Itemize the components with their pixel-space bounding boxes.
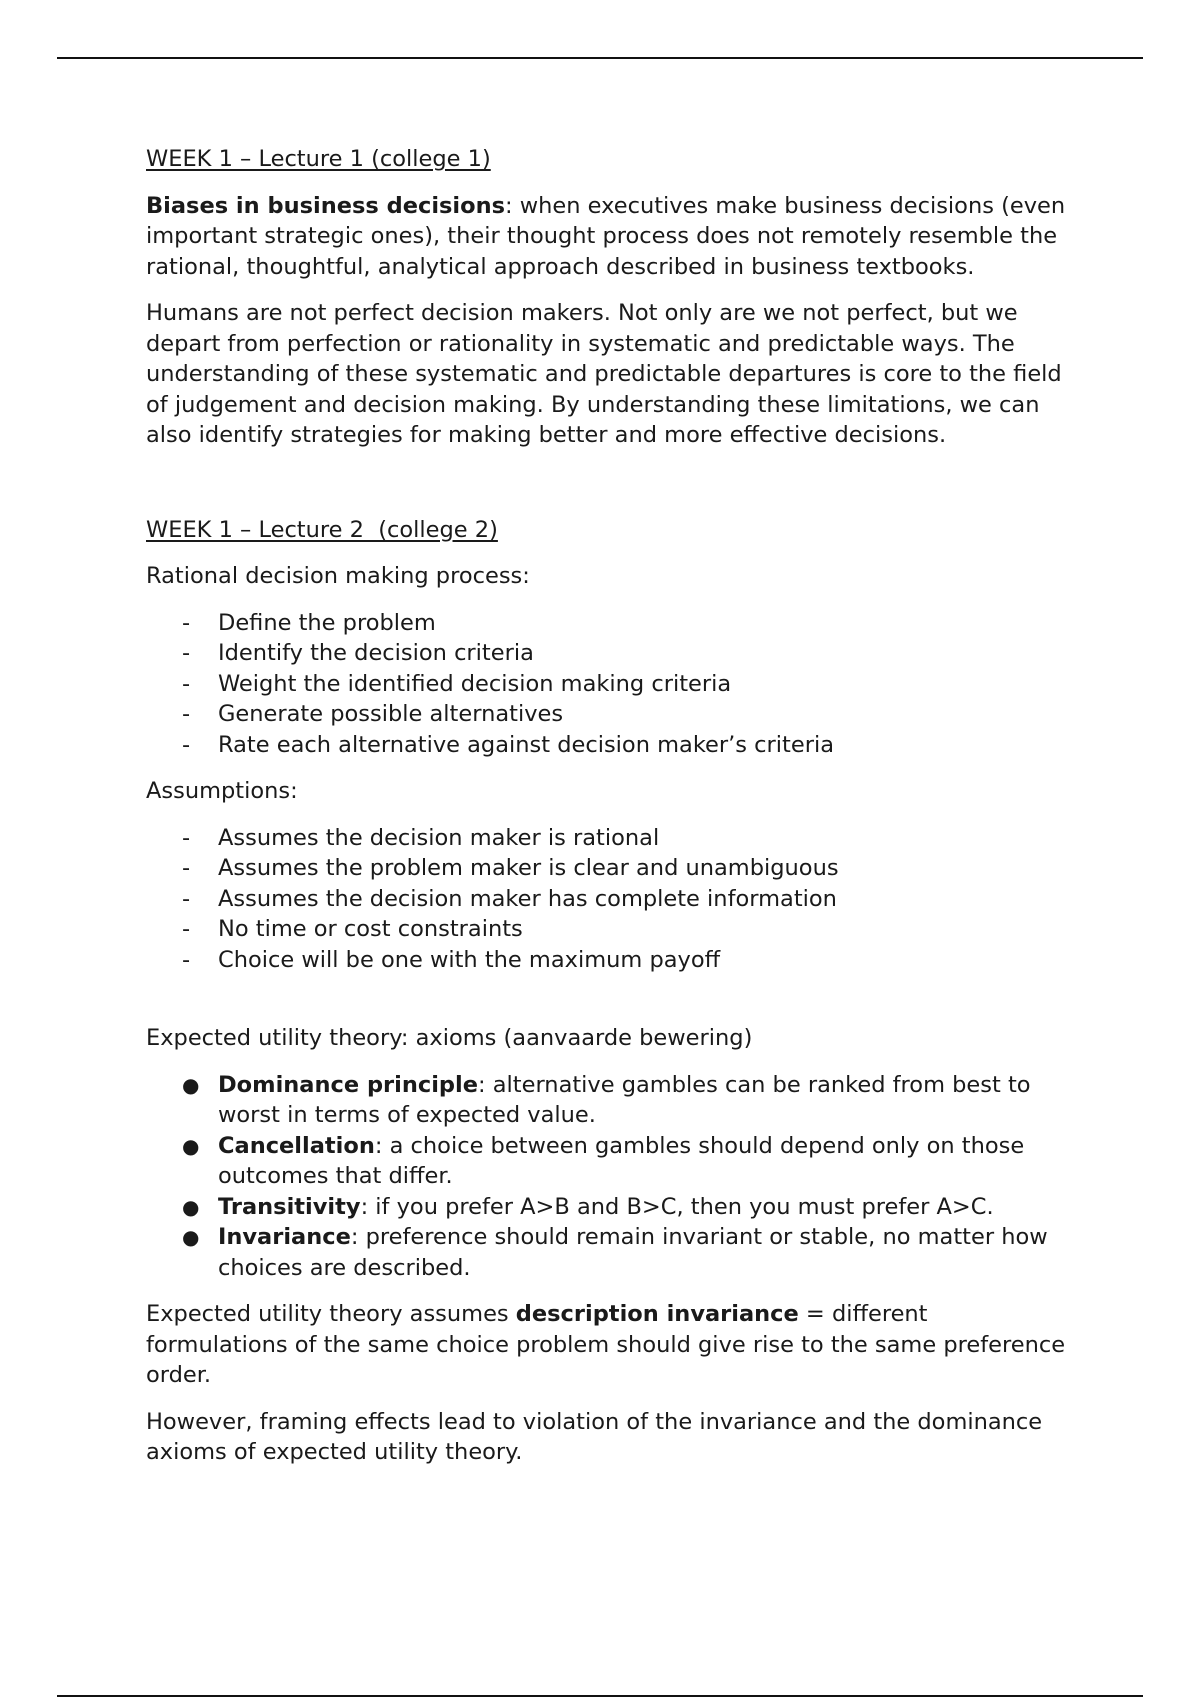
axiom-text: : a choice between gambles should depend only on those outcomes that differ.: [218, 1132, 1025, 1189]
list-item: - Identify the decision criteria: [146, 638, 1076, 669]
axiom-term: Cancellation: [218, 1132, 375, 1159]
list-item: - Assumes the decision maker is rational: [146, 823, 1076, 854]
section-gap: [146, 991, 1076, 1023]
dash-marker: -: [182, 701, 191, 727]
axiom-text: : preference should remain invariant or stable, no matter how choices are described.: [218, 1224, 1048, 1281]
eut-label: Expected utility theory: axioms (aanvaarde bewering): [146, 1025, 753, 1051]
axiom-text: : alternative gambles can be ranked from best to worst in terms of expected value.: [218, 1071, 1031, 1128]
bullet-marker: ●: [182, 1225, 200, 1249]
lecture2-heading: [146, 515, 1076, 546]
process-steps-list: [146, 608, 1076, 761]
biases-term: Biases in business decisions: [146, 192, 506, 219]
section-gap: [146, 467, 1076, 515]
axiom-term: Invariance: [218, 1224, 351, 1250]
axiom-text: : if you prefer A>B and B>C, then you must prefer A>C.: [360, 1193, 994, 1220]
list-item: - Generate possible alternatives: [146, 699, 1076, 730]
footer-rule: [57, 1695, 1143, 1697]
list-item: - No time or cost constraints: [146, 914, 1076, 945]
lecture1-heading-text: WEEK 1 – Lecture 1 (college 1): [146, 146, 491, 172]
list-item: [146, 1131, 1076, 1192]
assumptions-label: Assumptions:: [146, 778, 298, 804]
process-label: Rational decision making process:: [146, 563, 530, 589]
invariance-post: = different formulations of the same choice problem should give rise to the same preference order.: [146, 1301, 1066, 1388]
dash-marker: -: [182, 916, 191, 942]
list-item: - Rate each alternative against decision maker’s criteria: [146, 730, 1076, 761]
lecture2-heading-text: WEEK 1 – Lecture 2 (college 2): [146, 516, 498, 543]
list-item: - Define the problem: [146, 608, 1076, 639]
assumptions-list: [146, 823, 1076, 976]
list-item: [146, 1070, 1076, 1131]
dash-marker: -: [182, 824, 191, 851]
list-item: - Weight the identified decision making criteria: [146, 669, 1076, 700]
dash-marker: -: [182, 731, 191, 758]
list-item: - Assumes the decision maker has complete information: [146, 884, 1076, 915]
axiom-term: Dominance principle: [218, 1071, 479, 1098]
axioms-list: [146, 1070, 1076, 1284]
axiom-term: Transitivity: [218, 1193, 361, 1220]
list-item: - Choice will be one with the maximum payoff: [146, 945, 1076, 976]
dash-marker: -: [182, 855, 191, 881]
header-rule: [57, 57, 1143, 59]
list-item: - Assumes the problem maker is clear and unambiguous: [146, 853, 1076, 884]
framing-paragraph: However, framing effects lead to violation of the invariance and the dominance axioms of expected utility theory.: [146, 1408, 1043, 1465]
dash-marker: -: [182, 640, 191, 666]
bullet-marker: ●: [182, 1133, 200, 1158]
dash-marker: -: [182, 885, 191, 912]
dash-marker: -: [182, 609, 191, 636]
invariance-pre: Expected utility theory assumes: [146, 1301, 516, 1327]
list-item: [146, 1192, 1076, 1223]
dash-marker: -: [182, 946, 191, 973]
list-item: [146, 1222, 1076, 1283]
document-page: [146, 144, 1076, 1484]
bullet-marker: ●: [182, 1072, 200, 1097]
bullet-marker: ●: [182, 1194, 200, 1219]
invariance-paragraph: [146, 1299, 1076, 1391]
invariance-term: description invariance: [515, 1301, 799, 1327]
biases-paragraph: [146, 191, 1076, 283]
lecture1-heading: [146, 144, 1076, 175]
biases-definition: : when executives make business decisions (even important strategic ones), their thought process does not remotely resemble the rational, thoughtful, analytical approach described in business textbooks.: [146, 192, 1066, 280]
dash-marker: -: [182, 670, 191, 697]
humans-paragraph: Humans are not perfect decision makers. Not only are we not perfect, but we depart from perfection or rationality in systematic and predictable ways. The understanding of these systematic and predictable departures is core to the field of judgement and decision making. By understanding these limitations, we can also identify strategies for making better and more effective decisions.: [146, 300, 1062, 448]
